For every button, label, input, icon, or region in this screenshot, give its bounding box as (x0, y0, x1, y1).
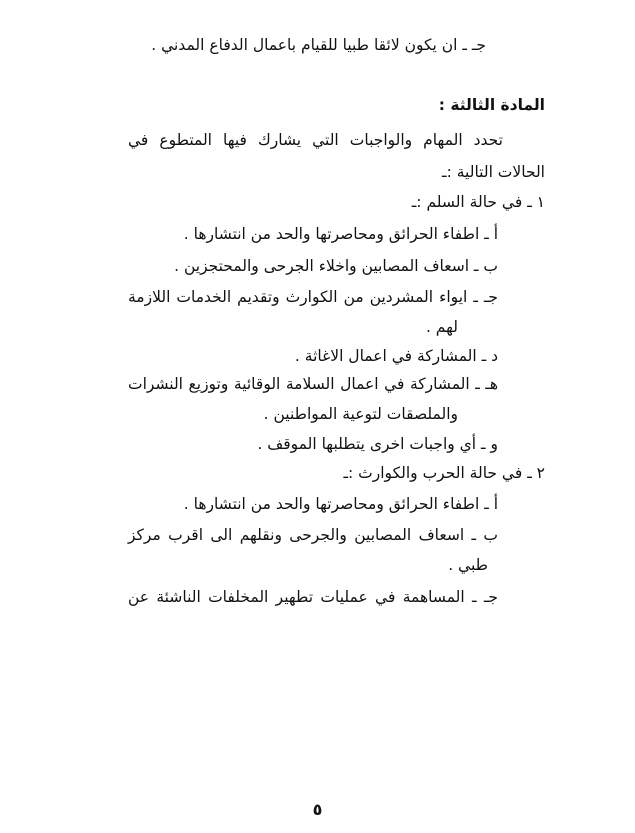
peace-item-d: د ـ المشاركة في اعمال الاغاثة . (294, 347, 498, 365)
peace-item-e: هـ ـ المشاركة في اعمال السلامة الوقائية وتوزيع النشرات (128, 375, 498, 393)
section-war-heading: ٢ ـ في حالة الحرب والكوارث :ـ (343, 464, 545, 482)
peace-item-c-cont: لهم . (425, 318, 458, 336)
section-peace-heading: ١ ـ في حالة السلم :ـ (411, 193, 545, 211)
clause-c-fitness: جـ ـ ان يكون لائقا طبيا للقيام باعمال الدفاع المدني . (151, 36, 486, 54)
peace-item-b: ب ـ اسعاف المصابين واخلاء الجرحى والمحتجزين . (174, 257, 498, 275)
war-item-c: جـ ـ المساهمة في عمليات تطهير المخلفات الناشئة عن (128, 588, 498, 606)
war-item-a: أ ـ اطفاء الحرائق ومحاصرتها والحد من انتشارها . (183, 495, 498, 513)
war-item-b: ب ـ اسعاف المصابين والجرحى ونقلهم الى اقرب مركز (128, 526, 498, 544)
article-intro-cont: الحالات التالية :ـ (442, 163, 545, 181)
war-item-b-cont: طبي . (448, 556, 488, 574)
peace-item-e-cont: والملصقات لتوعية المواطنين . (263, 405, 458, 423)
peace-item-a: أ ـ اطفاء الحرائق ومحاصرتها والحد من انتشارها . (183, 225, 498, 243)
peace-item-c: جـ ـ ايواء المشردين من الكوارث وتقديم الخدمات اللازمة (128, 288, 498, 306)
peace-item-f: و ـ أي واجبات اخرى يتطلبها الموقف . (257, 435, 498, 453)
page-number: ٥ (312, 800, 323, 819)
article-intro: تحدد المهام والواجبات التي يشارك فيها المتطوع في (128, 131, 503, 149)
article-three-heading: المادة الثالثة : (438, 96, 545, 114)
